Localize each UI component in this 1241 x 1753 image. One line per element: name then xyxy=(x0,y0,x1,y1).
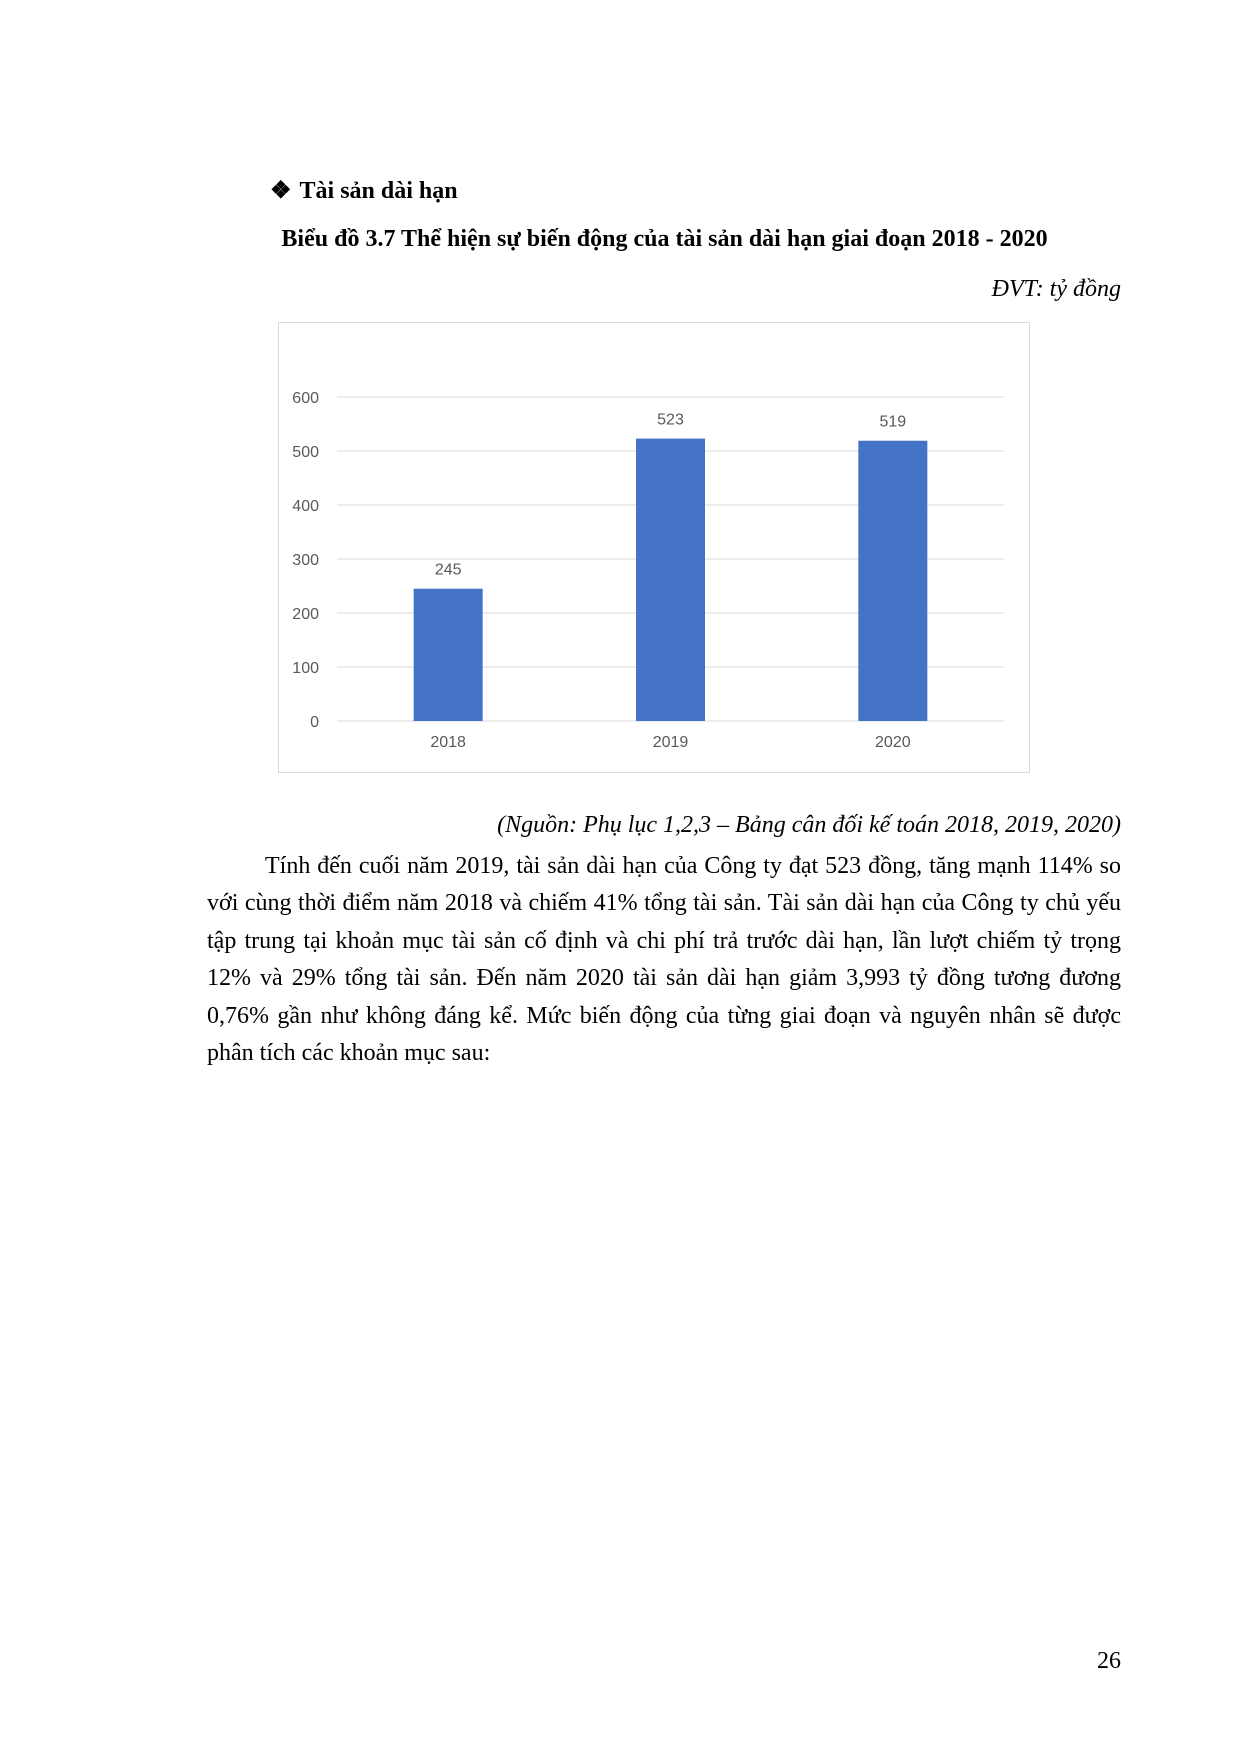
y-tick-label: 0 xyxy=(310,714,319,731)
y-tick-label: 600 xyxy=(292,390,319,407)
y-tick-label: 200 xyxy=(292,606,319,623)
chart-caption: Biểu đồ 3.7 Thể hiện sự biến động của tài sản dài hạn giai đoạn 2018 - 2020 xyxy=(281,226,1048,252)
bar-chart xyxy=(279,323,1031,774)
bar xyxy=(636,439,705,721)
source-note: (Nguồn: Phụ lục 1,2,3 – Bảng cân đối kế toán 2018, 2019, 2020) xyxy=(497,812,1121,838)
x-tick-label: 2018 xyxy=(430,734,466,751)
bar xyxy=(858,441,927,721)
data-label: 519 xyxy=(879,413,907,431)
unit-note: ĐVT: tỷ đồng xyxy=(991,276,1121,302)
y-tick-label: 300 xyxy=(292,552,319,569)
x-tick-label: 2019 xyxy=(652,734,689,751)
section-heading xyxy=(270,176,458,205)
y-tick-label: 500 xyxy=(292,444,319,461)
data-label: 245 xyxy=(434,561,462,579)
data-label: 523 xyxy=(657,411,684,429)
x-tick-label: 2020 xyxy=(875,734,911,751)
section-heading-text: Tài sản dài hạn xyxy=(299,178,458,204)
body-paragraph: Tính đến cuối năm 2019, tài sản dài hạn của Công ty đạt 523 đồng, tăng mạnh 114% so với cùng thời điểm năm 2018 và chiếm 41% tổng tài sản. Tài sản dài hạn của Công ty chủ yếu tập trung tại khoản mục tài sản cố định và chi phí trả trước dài hạn, lần lượt chiếm tỷ trọng 12% và 29% tổng tài sản. Đến năm 2020 tài sản dài hạn giảm 3,993 tỷ đồng tương đương 0,76% gần như không đáng kể. Mức biến động của từng giai đoạn và nguyên nhân sẽ được phân tích các khoản mục sau: xyxy=(207,853,1121,1067)
chart-frame xyxy=(278,322,1030,773)
page-number: 26 xyxy=(1097,1648,1121,1674)
diamond-bullet-icon: ❖ xyxy=(270,178,292,204)
bar xyxy=(414,589,483,721)
y-tick-label: 400 xyxy=(292,498,319,515)
y-tick-label: 100 xyxy=(292,660,319,677)
